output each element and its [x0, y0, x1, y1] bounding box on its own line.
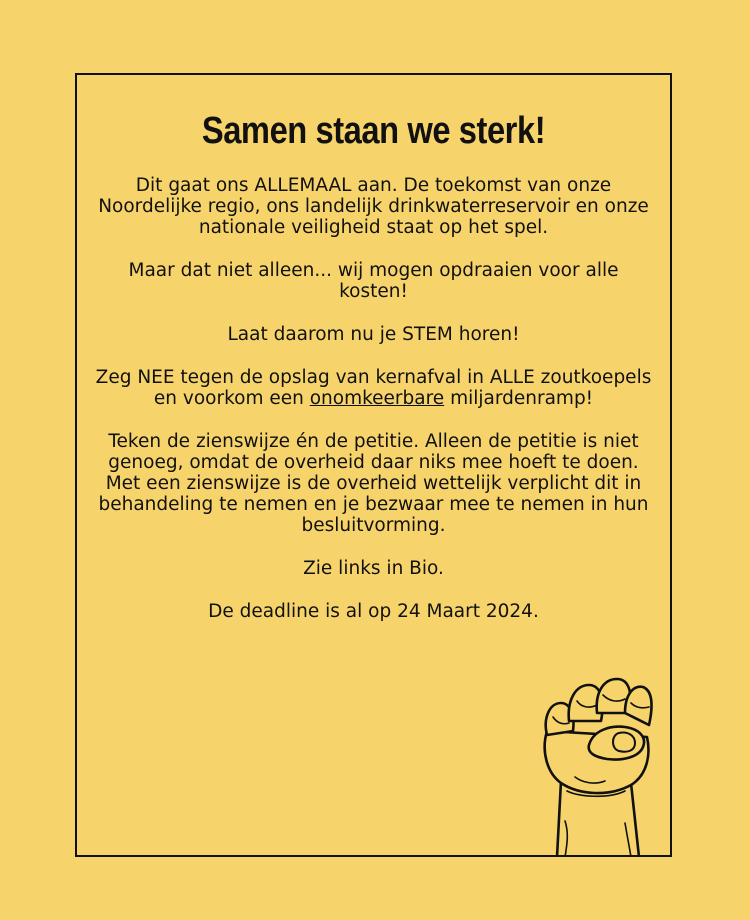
say-no-text-start: Zeg NEE tegen de opslag van kernafval in ALLE zoutkoepels en voorkom een	[95, 367, 652, 409]
poster-body	[95, 175, 652, 644]
say-no-text-end: miljardenramp!	[444, 388, 594, 409]
paragraph-intro: Dit gaat ons ALLEMAAL aan. De toekomst van onze Noordelijke regio, ons landelijk drinkwaterreservoir en onze nationale veiligheid staat op het spel.	[98, 175, 649, 238]
poster-title: Samen staan we sterk!	[201, 110, 546, 152]
paragraph-petition: Teken de zienswijze én de petitie. Alleen de petitie is niet genoeg, omdat de overheid daar niks mee hoeft te doen. Met een zienswijze is de overheid wettelijk verplicht dit in behandeling te nemen en je bezwaar mee te nemen in hun besluitvorming.	[98, 431, 649, 536]
underlined-word: onomkeerbare	[309, 388, 445, 409]
paragraph-say-no	[95, 367, 652, 409]
paragraph-call-to-action: Laat daarom nu je STEM horen!	[227, 324, 520, 345]
raised-fist-icon	[539, 673, 659, 857]
poster-frame	[75, 73, 672, 857]
paragraph-deadline: De deadline is al op 24 Maart 2024.	[208, 601, 539, 622]
paragraph-links: Zie links in Bio.	[303, 558, 444, 579]
paragraph-costs: Maar dat niet alleen... wij mogen opdraaien voor alle kosten!	[128, 260, 619, 302]
